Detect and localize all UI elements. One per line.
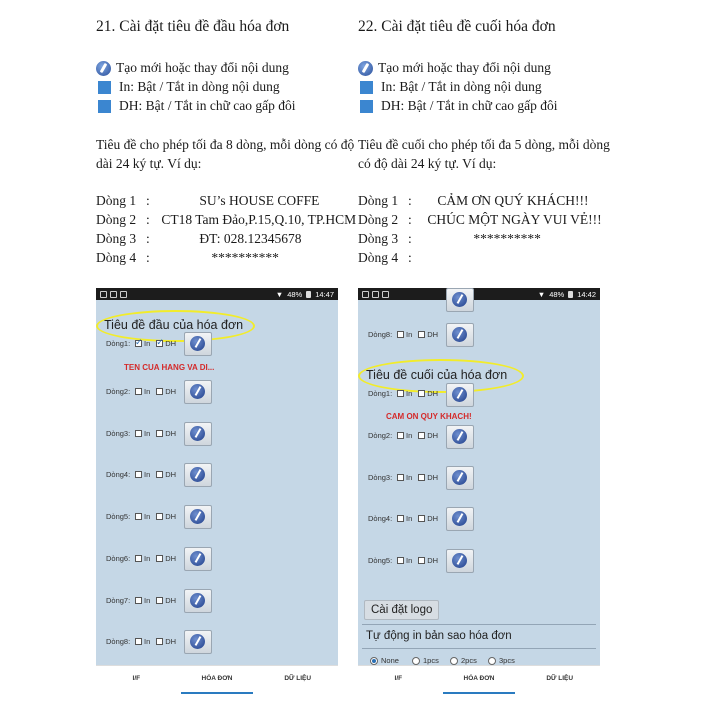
status-bar xyxy=(358,288,600,300)
line-row xyxy=(106,554,180,563)
dh-label: DH xyxy=(165,387,177,396)
line-row xyxy=(106,470,180,479)
line-row xyxy=(368,514,442,523)
row-label: Dòng6: xyxy=(106,554,131,563)
edit-line-button[interactable] xyxy=(184,380,212,404)
phone-screenshot-header xyxy=(96,288,338,694)
edit-line-button[interactable] xyxy=(184,422,212,446)
in-label: In xyxy=(144,470,151,479)
dh-label: DH xyxy=(427,514,439,523)
in-label: In xyxy=(144,387,151,396)
radio-icon xyxy=(370,657,378,665)
dh-checkbox[interactable] xyxy=(156,638,163,645)
example-row: Dòng 2 : CT18 Tam Đảo,P.15,Q.10, TP.HCM xyxy=(96,212,357,227)
pen-icon xyxy=(358,61,373,76)
edit-line-button[interactable] xyxy=(184,630,212,654)
line-row xyxy=(368,431,442,440)
copies-radio-1pcs[interactable] xyxy=(412,656,439,665)
row-label: Dòng4: xyxy=(368,514,393,523)
row-label: Dòng7: xyxy=(106,596,131,605)
edit-line-button[interactable] xyxy=(446,507,474,531)
radio-icon xyxy=(412,657,420,665)
pen-icon xyxy=(96,61,111,76)
dh-checkbox[interactable] xyxy=(156,340,163,347)
example-label: Dòng 2 xyxy=(358,212,399,227)
example-row: Dòng 1 : CẢM ƠN QUÝ KHÁCH!!! xyxy=(358,193,589,208)
example-row: Dòng 4 : ********** xyxy=(96,250,279,265)
square-icon xyxy=(98,81,111,94)
example-value: ********** xyxy=(473,231,541,246)
in-checkbox[interactable] xyxy=(135,555,142,562)
row-label: Dòng8: xyxy=(106,637,131,646)
line-row xyxy=(368,389,442,398)
line-row xyxy=(106,512,180,521)
line-row xyxy=(106,429,180,438)
example-value: SU’s HOUSE COFFE xyxy=(199,193,320,208)
copies-radio-3pcs[interactable] xyxy=(488,656,515,665)
description: Tiêu đề cuối cho phép tối đa 5 dòng, mỗi dòng có độ dài 24 ký tự. Ví dụ: xyxy=(358,137,610,171)
row-label: Dòng2: xyxy=(106,387,131,396)
dh-label: DH xyxy=(427,473,439,482)
row-label: Dòng8: xyxy=(368,330,393,339)
edit-line-button[interactable] xyxy=(446,549,474,573)
dh-label: DH xyxy=(165,637,177,646)
example-label: Dòng 1 xyxy=(358,193,399,208)
auto-print-title: Tự động in bản sao hóa đơn xyxy=(366,630,512,642)
radio-label: 2pcs xyxy=(461,656,477,665)
status-time: 14:47 xyxy=(315,289,334,299)
dh-label: DH xyxy=(165,554,177,563)
dh-checkbox[interactable] xyxy=(156,388,163,395)
tab-bar xyxy=(96,665,338,694)
legend-dh xyxy=(358,98,558,114)
battery-icon xyxy=(306,291,311,298)
line-row xyxy=(106,339,180,348)
tab-bar xyxy=(358,665,600,694)
example-row: Dòng 4 : xyxy=(358,250,412,265)
example-value: ĐT: 028.12345678 xyxy=(199,231,302,246)
highlight-ellipse xyxy=(358,359,524,393)
copies-radio-2pcs[interactable] xyxy=(450,656,477,665)
in-checkbox[interactable] xyxy=(397,390,404,397)
highlight-ellipse xyxy=(96,310,255,342)
example-label: Dòng 3 xyxy=(358,231,399,246)
example-value: CHÚC MỘT NGÀY VUI VẺ!!! xyxy=(427,212,602,227)
description: Tiêu đề cho phép tối đa 8 dòng, mỗi dòng có độ dài 24 ký tự. Ví dụ: xyxy=(96,137,355,171)
battery-percent: 48% xyxy=(287,289,303,299)
legend-edit xyxy=(358,60,551,76)
line-row xyxy=(368,473,442,482)
square-icon xyxy=(360,100,373,113)
in-label: In xyxy=(144,637,151,646)
phone-screenshot-footer xyxy=(358,288,600,694)
dh-label: DH xyxy=(427,389,439,398)
in-checkbox[interactable] xyxy=(397,515,404,522)
example-label: Dòng 4 xyxy=(358,250,399,265)
status-bar xyxy=(96,288,338,300)
line-row xyxy=(368,330,442,339)
edit-line-button[interactable] xyxy=(184,589,212,613)
radio-label: 3pcs xyxy=(499,656,515,665)
example-value: ********** xyxy=(211,250,279,265)
in-checkbox[interactable] xyxy=(135,340,142,347)
edit-line-button[interactable] xyxy=(184,505,212,529)
edit-line-button[interactable] xyxy=(184,547,212,571)
notification-icons xyxy=(362,291,389,298)
in-checkbox[interactable] xyxy=(397,474,404,481)
in-checkbox[interactable] xyxy=(135,471,142,478)
in-checkbox[interactable] xyxy=(135,430,142,437)
section-title: Tiêu đề cuối của hóa đơn xyxy=(366,368,508,382)
dh-label: DH xyxy=(427,431,439,440)
legend-text: DH: Bật / Tắt in chữ cao gấp đôi xyxy=(119,98,296,113)
section-title: Tiêu đề đầu của hóa đơn xyxy=(104,318,244,332)
row-label: Dòng2: xyxy=(368,431,393,440)
dh-label: DH xyxy=(165,512,177,521)
dh-checkbox[interactable] xyxy=(156,597,163,604)
example-label: Dòng 2 xyxy=(96,212,137,227)
dh-label: DH xyxy=(427,556,439,565)
dh-checkbox[interactable] xyxy=(418,474,425,481)
in-label: In xyxy=(144,512,151,521)
dh-label: DH xyxy=(427,330,439,339)
dh-label: DH xyxy=(165,596,177,605)
divider xyxy=(362,648,596,649)
example-label: Dòng 1 xyxy=(96,193,137,208)
dh-checkbox[interactable] xyxy=(418,515,425,522)
phone-content xyxy=(96,300,338,666)
radio-icon xyxy=(450,657,458,665)
edit-line-button[interactable] xyxy=(446,425,474,449)
in-label: In xyxy=(406,514,413,523)
tab-if[interactable]: I/F xyxy=(132,675,141,682)
dh-label: DH xyxy=(165,470,177,479)
row-label: Dòng1: xyxy=(368,389,393,398)
line-row xyxy=(106,637,180,646)
battery-percent: 48% xyxy=(549,289,565,299)
tab-if[interactable]: I/F xyxy=(394,675,403,682)
edit-line-button[interactable] xyxy=(446,323,474,347)
row-label: Dòng5: xyxy=(368,556,393,565)
radio-label: None xyxy=(381,656,399,665)
logo-settings-button[interactable]: Cài đặt logo xyxy=(364,600,439,620)
legend-in xyxy=(358,79,542,95)
example-label: Dòng 4 xyxy=(96,250,137,265)
in-label: In xyxy=(406,389,413,398)
edit-line-button[interactable] xyxy=(184,332,212,356)
in-checkbox[interactable] xyxy=(397,432,404,439)
line-row xyxy=(368,556,442,565)
example-label: Dòng 3 xyxy=(96,231,137,246)
row-label: Dòng5: xyxy=(106,512,131,521)
in-label: In xyxy=(406,431,413,440)
dh-label: DH xyxy=(165,339,177,348)
legend-dh xyxy=(96,98,296,114)
row-label: Dòng3: xyxy=(368,473,393,482)
line-preview: CAM ON QUY KHACH! xyxy=(386,412,472,421)
radio-icon xyxy=(488,657,496,665)
in-label: In xyxy=(144,596,151,605)
dh-checkbox[interactable] xyxy=(156,555,163,562)
copies-radio-none[interactable] xyxy=(370,656,399,665)
tab-invoice[interactable]: HÓA ĐƠN xyxy=(439,666,520,694)
edit-line-button[interactable] xyxy=(446,288,474,312)
example-value: CẢM ƠN QUÝ KHÁCH!!! xyxy=(437,193,589,208)
tab-data[interactable]: DỮ LIỆU xyxy=(284,675,312,682)
status-time: 14:42 xyxy=(577,289,596,299)
in-checkbox[interactable] xyxy=(397,557,404,564)
dh-checkbox[interactable] xyxy=(156,513,163,520)
in-label: In xyxy=(144,339,151,348)
in-label: In xyxy=(406,556,413,565)
in-label: In xyxy=(406,330,413,339)
tab-data[interactable]: DỮ LIỆU xyxy=(546,675,574,682)
in-label: In xyxy=(406,473,413,482)
line-row xyxy=(106,596,180,605)
in-checkbox[interactable] xyxy=(135,388,142,395)
edit-line-button[interactable] xyxy=(446,466,474,490)
example-row: Dòng 3 : ĐT: 028.12345678 xyxy=(96,231,302,246)
row-label: Dòng1: xyxy=(106,339,131,348)
legend-in xyxy=(96,79,280,95)
legend-text: DH: Bật / Tắt in chữ cao gấp đôi xyxy=(381,98,558,113)
wifi-icon: ▼ xyxy=(275,289,284,299)
legend-text: In: Bật / Tắt in dòng nội dung xyxy=(119,79,280,94)
section-heading: 21. Cài đặt tiêu đề đầu hóa đơn xyxy=(96,18,290,35)
line-preview: TEN CUA HANG VA DI... xyxy=(124,363,215,372)
dh-label: DH xyxy=(165,429,177,438)
radio-label: 1pcs xyxy=(423,656,439,665)
in-checkbox[interactable] xyxy=(397,331,404,338)
dh-checkbox[interactable] xyxy=(418,557,425,564)
dh-checkbox[interactable] xyxy=(418,432,425,439)
example-row: Dòng 2 : CHÚC MỘT NGÀY VUI VẺ!!! xyxy=(358,212,602,227)
example-value: CT18 Tam Đảo,P.15,Q.10, TP.HCM xyxy=(161,212,357,227)
in-checkbox[interactable] xyxy=(135,638,142,645)
line-row xyxy=(106,387,180,396)
legend-text: Tạo mới hoặc thay đổi nội dung xyxy=(116,60,289,75)
in-label: In xyxy=(144,429,151,438)
row-label: Dòng3: xyxy=(106,429,131,438)
wifi-icon: ▼ xyxy=(537,289,546,299)
legend-text: In: Bật / Tắt in dòng nội dung xyxy=(381,79,542,94)
example-row: Dòng 3 : ********** xyxy=(358,231,541,246)
divider xyxy=(362,624,596,625)
battery-icon xyxy=(568,291,573,298)
notification-icons xyxy=(100,291,127,298)
dh-checkbox[interactable] xyxy=(418,390,425,397)
in-checkbox[interactable] xyxy=(135,513,142,520)
row-label: Dòng4: xyxy=(106,470,131,479)
in-label: In xyxy=(144,554,151,563)
phone-content xyxy=(358,300,600,666)
legend-text: Tạo mới hoặc thay đổi nội dung xyxy=(378,60,551,75)
dh-checkbox[interactable] xyxy=(156,471,163,478)
in-checkbox[interactable] xyxy=(135,597,142,604)
edit-line-button[interactable] xyxy=(446,383,474,407)
dh-checkbox[interactable] xyxy=(418,331,425,338)
section-heading: 22. Cài đặt tiêu đề cuối hóa đơn xyxy=(358,18,556,35)
legend-edit xyxy=(96,60,289,76)
square-icon xyxy=(98,100,111,113)
square-icon xyxy=(360,81,373,94)
dh-checkbox[interactable] xyxy=(156,430,163,437)
tab-invoice[interactable]: HÓA ĐƠN xyxy=(177,666,258,694)
edit-line-button[interactable] xyxy=(184,463,212,487)
example-row: Dòng 1 : SU’s HOUSE COFFE xyxy=(96,193,320,208)
